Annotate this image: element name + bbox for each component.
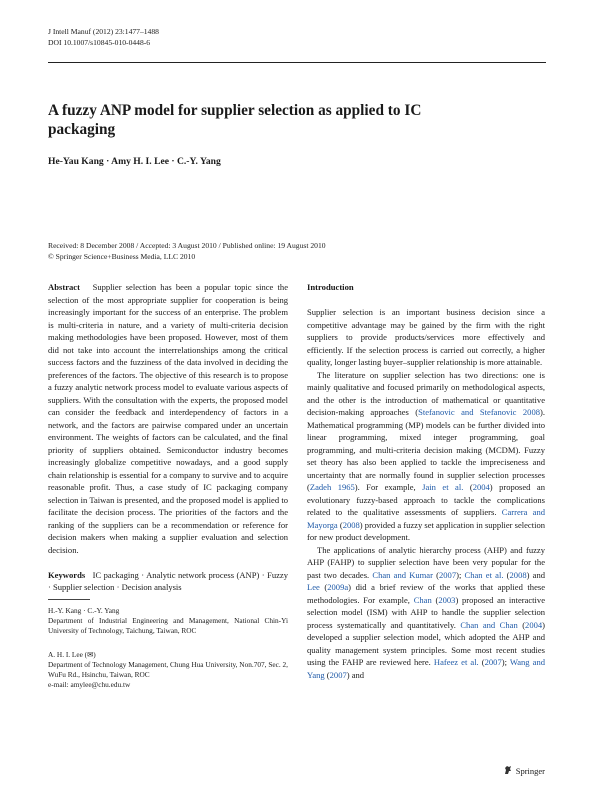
citation-link[interactable]: 2008 (342, 519, 360, 530)
text-run: ( (431, 594, 439, 605)
journal-citation: J Intell Manuf (2012) 23:1477–1488 (48, 27, 159, 36)
citation-link[interactable]: 2004 (525, 619, 543, 630)
affiliation-1-names: H.-Y. Kang · C.-Y. Yang (48, 606, 120, 615)
text-run: ) proposed an interactive selection model (ISM) with AHP to handle the supplier selection process systematically and quantitatively. (307, 594, 546, 630)
citation-link[interactable]: Hafeez et al. (433, 657, 479, 667)
footnote-rule (48, 599, 90, 600)
abstract (48, 281, 288, 556)
text-run: ) and (346, 669, 365, 680)
citation-link[interactable]: Lee (307, 582, 320, 592)
text-run: ( (463, 482, 473, 492)
text-run: ) did a brief review of the works that applied these methodologies. For example, (307, 582, 545, 605)
text-run: ) developed a supplier selection model, which adopted the AHP and quality management system principles. Some most recent studies using the FAHP are reviewed here. (307, 619, 545, 667)
text-run: The literature on supplier selection has two directions: one is mainly qualitative and focused primarily on methodological aspects, and the other is the introduction of mathematical or quantitative decision-making approaches ( (307, 369, 545, 417)
text-run: ) proposed an evolutionary fuzzy-based approach to tackle the complications related to the qualitative assessments of suppliers. (307, 482, 545, 517)
keywords-label: Keywords (48, 569, 86, 580)
text-run: ( (432, 569, 439, 580)
citation-link[interactable]: 2008 (509, 569, 527, 580)
text-run: ( (319, 582, 328, 592)
citation-link[interactable]: Zadeh 1965 (309, 482, 355, 492)
citation-link[interactable]: Chan and Kumar (372, 569, 433, 580)
affiliation-2-names: A. H. I. Lee (✉) (48, 650, 96, 659)
citation-link[interactable]: Chan and Chan (460, 619, 518, 630)
citation-link[interactable]: Chan et al. (464, 569, 504, 580)
springer-horse-icon (503, 765, 513, 777)
text-run: ) and (526, 569, 546, 580)
text-run: ); (456, 569, 465, 580)
citation-link[interactable]: Wang and Yang (307, 657, 545, 680)
header-rule (48, 62, 546, 63)
affiliation-2-text: Department of Technology Management, Chung Hua University, Non.707, Sec. 2, WuFu Rd., Hsinchu, Taiwan, ROC (48, 660, 288, 679)
text-run: ). For example, (354, 482, 423, 492)
text-run: ( (337, 519, 343, 530)
citation-link[interactable]: Stefanovic and Stefanovic 2008 (418, 407, 541, 417)
left-column (48, 281, 288, 594)
citation-link[interactable]: 2004 (472, 482, 490, 492)
keywords (48, 569, 288, 594)
text-run: ( (324, 669, 330, 680)
text-run: ( (517, 619, 526, 630)
text-run: ( (503, 569, 510, 580)
intro-paragraph-3 (307, 544, 545, 682)
copyright-line: © Springer Science+Business Media, LLC 2010 (48, 252, 196, 261)
citation-link[interactable]: 2003 (438, 594, 456, 605)
citation-link[interactable]: Carrera and Mayorga (307, 507, 545, 530)
abstract-label: Abstract (48, 282, 80, 292)
keywords-text: IC packaging · Analytic network process (ANP) · Fuzzy · Supplier selection · Decision analysis (48, 569, 288, 592)
corresponding-email[interactable]: e-mail: amylee@chu.edu.tw (48, 680, 131, 689)
right-column (307, 281, 545, 681)
affiliation-1-text: Department of Industrial Engineering and Management, National Chin-Yi University of Technology, Taichung, Taiwan, ROC (48, 616, 288, 635)
text-run: ). Mathematical programming (MP) models can be further divided into linear programming, mixed integer programming, goal programming, and multi-criteria decision making (MCDM). Fuzzy set theory has also been applied to tackle the impreciseness and uncertainty that are normally found in supplier selection processes ( (307, 407, 545, 492)
citation-link[interactable]: Jain et al. (422, 482, 464, 492)
text-run: The applications of analytic hierarchy process (AHP) and fuzzy AHP (FAHP) to supplier selection have been very popular for the past two decades. (307, 544, 545, 580)
citation-link[interactable]: 2007 (484, 657, 502, 667)
text-run: ( (478, 657, 485, 667)
citation-link[interactable]: Chan (413, 594, 432, 605)
introduction-heading: Introduction (307, 282, 354, 292)
citation-link[interactable]: 2007 (439, 569, 457, 580)
citation-link[interactable]: 2009a (327, 582, 349, 592)
intro-paragraph-1: Supplier selection is an important business decision since a competitive advantage may be gained by the firm with the right suppliers to provide products/services more effectively and efficiently. If the selection process is carried out correctly, a higher quality, longer lasting buyer–supplier relationship is more attainable. (307, 307, 545, 367)
author-list: He-Yau Kang · Amy H. I. Lee · C.-Y. Yang (48, 156, 221, 167)
text-run: ); (501, 657, 510, 667)
publisher-mark (503, 765, 545, 777)
text-run: ) provided a fuzzy set application in supplier selection for new product development. (307, 519, 546, 542)
intro-paragraph-2 (307, 369, 545, 544)
paper-title: A fuzzy ANP model for supplier selection as applied to IC packaging (48, 102, 422, 138)
abstract-text: Supplier selection has been a popular topic since the selection of the most appropriate supplier for cooperation is being increasingly important for the success of an enterprise. The problem is multi-criteria in nature, and a variety of multi-criteria decision making methodologies have been proposed. However, most of them did not take into account the interrelationships among the critical success factors and the fuzziness of the data involved in deciding the preferences of the factors. The objective of this research is to propose a fuzzy analytic network process model to evaluate various aspects of suppliers. With the consultation with the experts, the proposed model can consider the feedback and interdependency of factors in a network, and the factors are pairwise compared under an uncertain environment. The weights of factors can be calculated, and the final priority of suppliers obtained. Semiconductor industry becomes increasingly globalize competitive nowadays, and a good supply chain relationship is essential for a company to survive and to acquire reasonable profit. Thus, a case study of IC packaging company selection in Taiwan is presented, and the proposed model is applied to facilitate the decision process. The priorities of the factors and the ranking of the suppliers can be a recommendation or reference for decision makers when making a supplier evaluation and selection decision. (48, 282, 288, 555)
doi: DOI 10.1007/s10845-010-0448-6 (48, 38, 151, 47)
publisher-name: Springer (515, 766, 545, 776)
publication-dates: Received: 8 December 2008 / Accepted: 3 August 2010 / Published online: 19 August 2010 (48, 241, 326, 250)
citation-link[interactable]: 2007 (329, 669, 347, 680)
